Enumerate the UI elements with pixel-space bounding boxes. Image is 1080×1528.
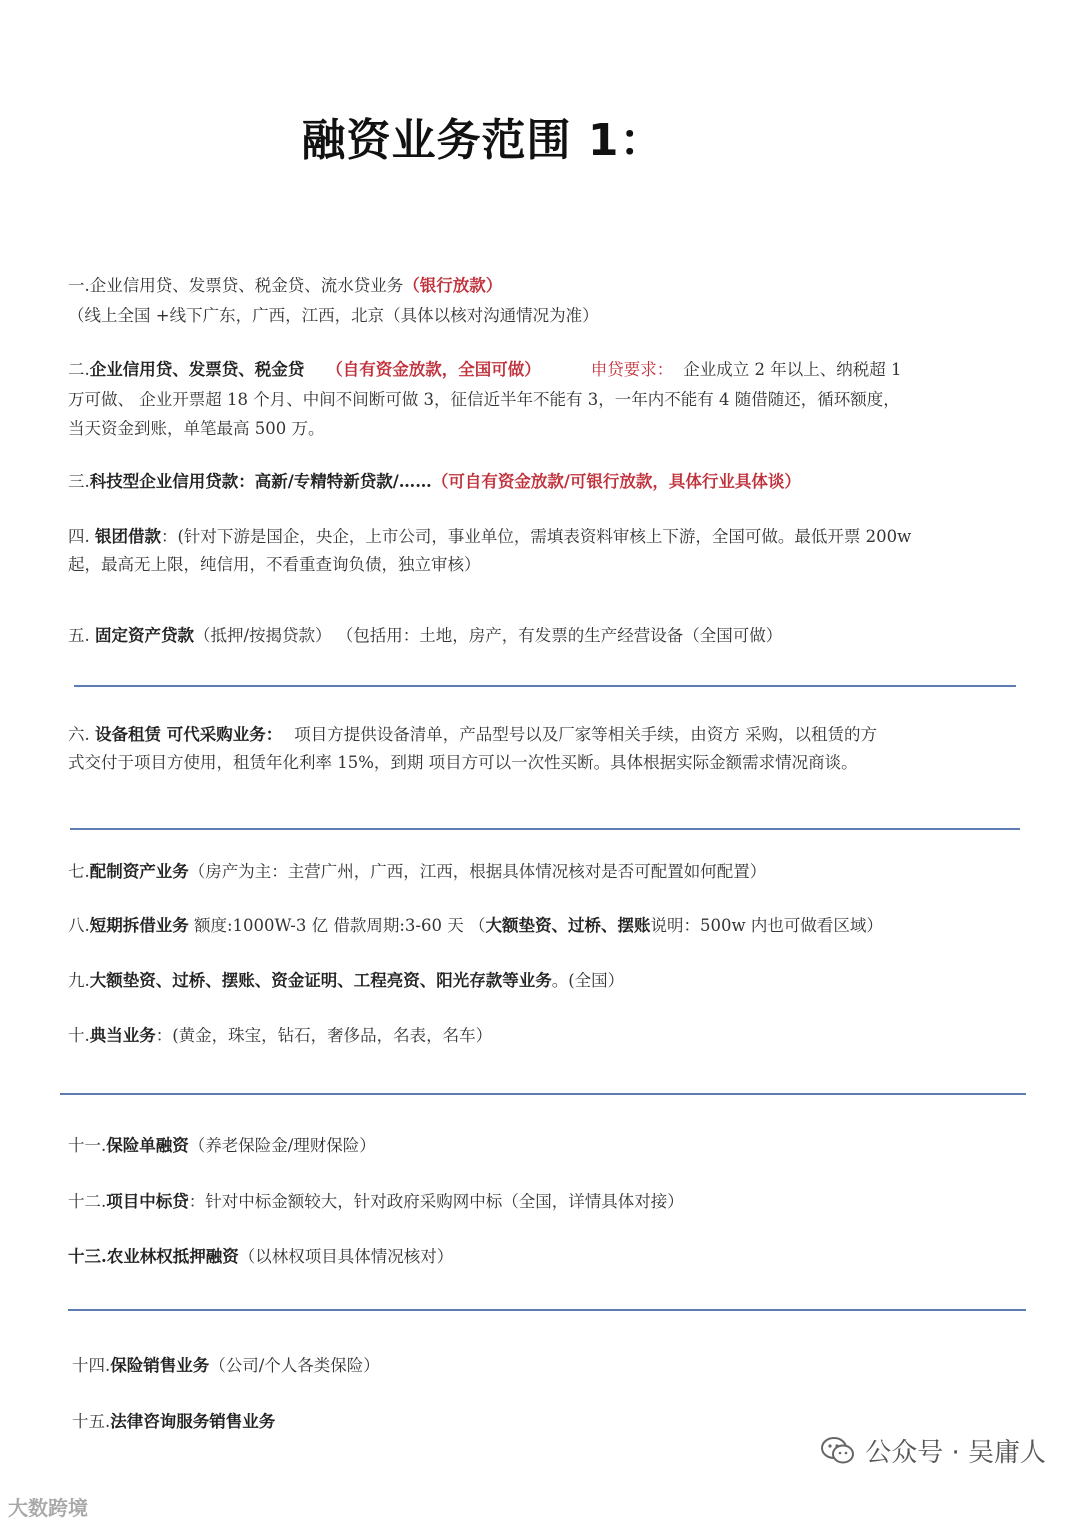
item-number: 十四. [72, 1356, 111, 1375]
item-2 [68, 358, 1018, 382]
item-number: 十五. [72, 1412, 111, 1431]
page-title: 融资业务范围 1： [301, 115, 665, 166]
item-12 [68, 1190, 1018, 1214]
item-note: 说明：500w 内也可做看区域） [650, 916, 883, 935]
item-1 [68, 274, 1018, 298]
item-desc: ：针对中标金额较大，针对政府采购网中标（全国，详情具体对接） [188, 1192, 684, 1211]
item-4-detail: 起，最高无上限，纯信用，不看重查询负债，独立审核） [68, 555, 481, 574]
item-title: 大额垫资、过桥、摆账、资金证明、工程亮资、阳光存款等业务 [89, 971, 552, 990]
item-desc: （养老保险金/理财保险） [188, 1136, 376, 1155]
item-desc: （公司/个人各类保险） [209, 1356, 380, 1375]
item-desc: ：(针对下游是国企，央企，上市公司，事业单位，需填表资料审核上下游，全国可做。最低开票 200w [161, 527, 912, 546]
item-number: 九. [68, 971, 90, 990]
item-2-detail-2: 当天资金到账，单笔最高 500 万。 [68, 419, 325, 438]
item-2-detail-1: 万可做、 企业开票超 18 个月、中间不间断可做 3，征信近半年不能有 3，一年内不能有 4 随借随还，循环额度， [68, 390, 900, 409]
item-5 [68, 624, 1018, 648]
item-title: 企业信用贷、发票贷、税金贷、流水贷业务 [89, 276, 404, 295]
separator-line [74, 685, 1016, 687]
item-desc: （房产为主：主营广州，广西，江西，根据具体情况核对是否可配置如何配置） [188, 862, 767, 881]
item-highlight: 大额垫资、过桥、摆账 [485, 916, 651, 935]
requirement-text: 企业成立 2 年以上、纳税超 1 [683, 360, 902, 379]
item-title: 法律咨询服务销售业务 [110, 1412, 276, 1431]
item-desc: （抵押/按揭贷款） （包括用：土地，房产，有发票的生产经营设备（全国可做） [194, 626, 783, 645]
item-number: 三. [68, 472, 90, 491]
item-title: 保险销售业务 [110, 1356, 210, 1375]
item-title: 典当业务 [89, 1026, 156, 1045]
separator-line [68, 1309, 1026, 1311]
item-number: 一. [68, 276, 90, 295]
item-title: 农业林权抵押融资 [106, 1247, 239, 1266]
item-tag: （银行放款） [403, 276, 503, 295]
item-number: 七. [68, 862, 90, 881]
item-number: 十二. [68, 1192, 107, 1211]
item-number: 五. [68, 626, 90, 645]
item-11 [68, 1134, 1018, 1158]
item-title: 保险单融资 [106, 1136, 189, 1155]
item-desc: 。(全国） [551, 971, 625, 990]
item-title: 设备租赁 可代采购业务： [95, 725, 283, 744]
item-15 [72, 1410, 1022, 1434]
item-desc: 项目方提供设备清单，产品型号以及厂家等相关手续，由资方 采购，以租赁的方 [294, 725, 877, 744]
item-3 [68, 470, 1018, 494]
item-desc: 额度:1000W-3 亿 借款周期:3-60 天 （ [194, 916, 486, 935]
official-account-watermark [821, 1432, 1046, 1469]
item-tag: （自有资金放款，全国可做） [326, 360, 541, 379]
item-4 [68, 525, 1018, 549]
item-number: 十三. [68, 1247, 107, 1266]
item-1-detail: （线上全国 +线下广东，广西，江西，北京（具体以核对沟通情况为准） [68, 306, 599, 325]
item-10 [68, 1024, 1018, 1048]
item-title: 企业信用贷、发票贷、税金贷 [89, 360, 305, 379]
separator-line [60, 1093, 1026, 1095]
separator-line [70, 828, 1020, 830]
item-number: 六. [68, 725, 90, 744]
item-title: 项目中标贷 [106, 1192, 189, 1211]
wechat-icon [821, 1436, 855, 1466]
item-desc: （以林权项目具体情况核对） [238, 1247, 454, 1266]
item-number: 四. [68, 527, 90, 546]
item-title: 固定资产贷款 [95, 626, 194, 645]
requirement-label: 申贷要求： [590, 360, 674, 379]
item-desc: ：(黄金，珠宝，钻石，奢侈品，名表，名车） [155, 1026, 493, 1045]
brand-watermark: 大数跨境 [8, 1496, 88, 1520]
item-14 [72, 1354, 1022, 1378]
item-13 [68, 1245, 1018, 1269]
item-title: 银团借款 [95, 527, 161, 546]
item-title: 配制资产业务 [89, 862, 189, 881]
item-number: 二. [68, 360, 90, 379]
item-title: 短期拆借业务 [89, 916, 189, 935]
item-9 [68, 969, 1018, 993]
item-number: 十一. [68, 1136, 107, 1155]
item-7 [68, 860, 1018, 884]
item-tag: （可自有资金放款/可银行放款，具体行业具体谈） [431, 472, 801, 491]
item-6 [68, 723, 1018, 747]
item-6-detail: 式交付于项目方使用，租赁年化利率 15%，到期 项目方可以一次性买断。具体根据实际金额需求情况商谈。 [68, 753, 858, 772]
item-number: 八. [68, 916, 90, 935]
item-number: 十. [68, 1026, 90, 1045]
item-8 [68, 914, 1018, 938]
watermark-text: 公众号 · 吴庸人 [865, 1438, 1046, 1468]
item-title: 科技型企业信用贷款：高新/专精特新贷款/…… [89, 472, 432, 491]
